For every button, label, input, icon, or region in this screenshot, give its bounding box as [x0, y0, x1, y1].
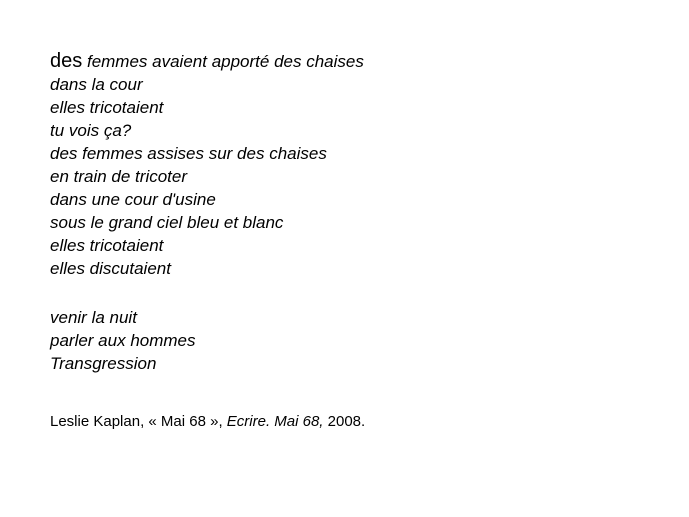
poem-line-3: elles tricotaient: [50, 98, 164, 117]
poem-line-6: en train de tricoter: [50, 167, 188, 186]
poem-stanza-1: [50, 50, 364, 280]
citation-author-title: Leslie Kaplan, « Mai 68 »,: [50, 413, 227, 430]
poem-stanza-2: [50, 306, 196, 375]
poem-line-7: dans une cour d'usine: [50, 190, 216, 209]
poem-line-1: [50, 50, 364, 73]
poem-line-2: dans la cour: [50, 75, 143, 94]
poem-line-13: Transgression: [50, 354, 157, 373]
poem-line-9: elles tricotaient: [50, 236, 164, 255]
poem-line-5: des femmes assises sur des chaises: [50, 144, 327, 163]
poem-line-8: sous le grand ciel bleu et blanc: [50, 213, 284, 232]
poem-line-4: tu vois ça?: [50, 121, 132, 140]
citation-year: 2008.: [323, 413, 366, 430]
poem-first-line-rest: femmes avaient apporté des chaises: [82, 52, 364, 71]
poem-line-11: venir la nuit: [50, 308, 137, 327]
poem-first-word: des: [50, 50, 83, 72]
citation: [50, 412, 365, 432]
poem-line-10: elles discutaient: [50, 259, 171, 278]
citation-work: Ecrire. Mai 68,: [226, 413, 324, 430]
poem-line-12: parler aux hommes: [50, 331, 196, 350]
